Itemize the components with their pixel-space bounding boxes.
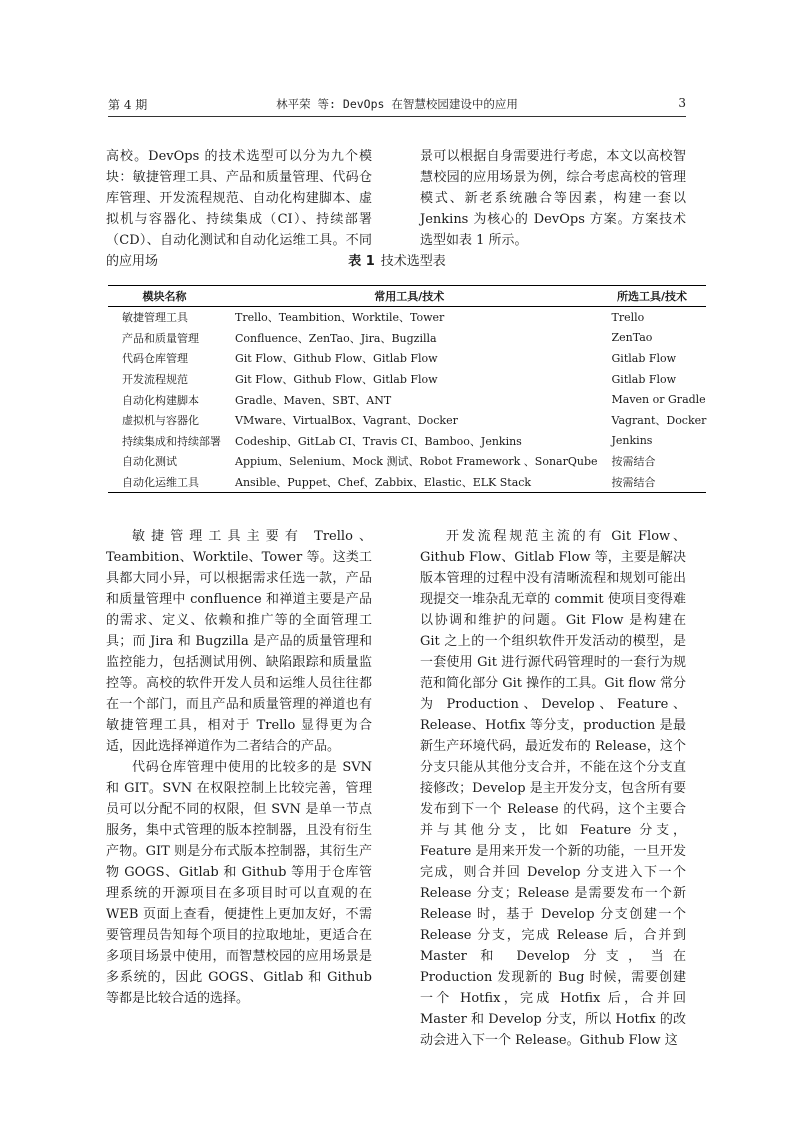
selected-cell: 按需结合 xyxy=(611,455,656,469)
table-row xyxy=(108,451,706,472)
paragraph-agile-tools: 敏捷管理工具主要有 Trello、Teambition、Worktile、Tower 等。这类工具都大同小异，可以根据需求任选一款，产品和质量管理中 confluence 和禅道主要是产品的需求、定义、依赖和推广等的全面管理工具；而 Jira 和 Bugzilla 是产品的质量管理和监控能力，包括测试用例、缺陷跟踪和质量监控等。高校的软件开发人员和运维人员往往都在一个部门，而且产品和质量管理的禅道也有敏捷管理工具，相对于 Trello 显得更为合适，因此选择禅道作为二者结合的产品。 xyxy=(106,529,372,754)
header-module: 模块名称 xyxy=(142,290,187,303)
selected-cell: Vagrant、Docker xyxy=(611,414,707,428)
module-cell: 开发流程规范 xyxy=(122,373,188,387)
header-selected-tools: 所选工具/技术 xyxy=(616,290,687,303)
table-row xyxy=(108,348,706,369)
table-header-row xyxy=(108,286,706,307)
table-row xyxy=(108,431,706,452)
header-common-tools: 常用工具/技术 xyxy=(374,290,445,303)
table-row xyxy=(108,369,706,390)
tools-cell: Confluence、ZenTao、Jira、Bugzilla xyxy=(235,331,437,345)
module-cell: 自动化构建脚本 xyxy=(122,393,199,407)
table-caption xyxy=(108,250,686,269)
running-header xyxy=(108,96,686,114)
issue-number: 第 4 期 xyxy=(108,98,148,112)
module-cell: 自动化测试 xyxy=(122,455,177,469)
intro-right-text: 景可以根据自身需要进行考虑，本文以高校智慧校园的应用场景为例，综合考虑高校的管理模式、新老系统融合等因素，构建一套以 Jenkins 为核心的 DevOps 方案。方案技术选型如表 1 所示。 xyxy=(420,149,686,248)
selected-cell: Trello xyxy=(611,310,645,324)
selected-cell: 按需结合 xyxy=(611,476,656,490)
tech-selection-table xyxy=(108,285,706,493)
tools-cell: Appium、Selenium、Mock 测试、Robot Framework 、SonarQube xyxy=(235,455,598,469)
module-cell: 持续集成和持续部署 xyxy=(122,434,221,448)
tools-cell: Codeship、GitLab CI、Travis CI、Bamboo、Jenkins xyxy=(235,434,522,448)
paragraph-dev-flow: 开发流程规范主流的有 Git Flow、Github Flow、Gitlab Flow 等，主要是解决版本管理的过程中没有清晰流程和规划可能出现提交一堆杂乱无章的 commit 使项目变得难以协调和维护的问题。Git Flow 是构建在 Git 之上的一个组织软件开发活动的模型，是一套使用 Git 进行源代码管理时的一套行为规范和简化部分 Git 操作的工具。Git flow 常分为 Production、Develop、Feature、Release、Hotfix 等分支，production 是最新生产环境代码，最近发布的 Release，这个分支只能从其他分支合并，不能在这个分支直接修改；Develop 是主开发分支，包含所有要发布到下一个 Release 的代码，这个主要合并与其他分支，比如 Feature 分支，Feature 是用来开发一个新的功能，一旦开发完成，则合并回 Develop 分支进入下一个 Release 分支；Release 是需要发布一个新 Release 时，基于 Develop 分支创建一个 Release 分支，完成 Release 后，合并到 Master 和 Develop 分支，当在 Production 发现新的 Bug 时候，需要创建一个 Hotfix，完成 Hotfix 后，合并回 Master 和 Develop 分支，所以 Hotfix 的改动会进入下一个 Release。Github Flow 这 xyxy=(420,529,686,1048)
table-row xyxy=(108,307,706,328)
selected-cell: Gitlab Flow xyxy=(611,372,677,386)
selected-cell: Jenkins xyxy=(611,434,653,448)
body-left-column xyxy=(106,526,372,1009)
tools-cell: Git Flow、Github Flow、Gitlab Flow xyxy=(235,373,438,387)
selected-cell: ZenTao xyxy=(611,331,653,345)
selected-cell: Gitlab Flow xyxy=(611,351,677,365)
tools-cell: Trello、Teambition、Worktile、Tower xyxy=(235,311,445,325)
header-rule xyxy=(108,116,686,117)
table-row xyxy=(108,328,706,349)
tools-cell: Gradle、Maven、SBT、ANT xyxy=(235,393,392,407)
tools-cell: VMware、VirtualBox、Vagrant、Docker xyxy=(235,414,458,428)
table-row xyxy=(108,410,706,431)
selected-cell: Maven or Gradle xyxy=(611,393,706,407)
module-cell: 敏捷管理工具 xyxy=(122,311,188,325)
tools-cell: Ansible、Puppet、Chef、Zabbix、Elastic、ELK Stack xyxy=(235,476,532,490)
module-cell: 产品和质量管理 xyxy=(122,331,199,345)
intro-left-text: 高校。DevOps 的技术选型可以分为九个模块：敏捷管理工具、产品和质量管理、代码仓库管理、开发流程规范、自动化构建脚本、虚拟机与容器化、持续集成（CI）、持续部署（CD）、自动化测试和自动化运维工具。不同的应用场 xyxy=(106,149,372,269)
table-caption-number: 表 1 xyxy=(348,254,375,269)
table-row xyxy=(108,472,706,493)
table-row xyxy=(108,389,706,410)
tools-cell: Git Flow、Github Flow、Gitlab Flow xyxy=(235,352,438,366)
running-title: 林平荣 等: DevOps 在智慧校园建设中的应用 xyxy=(276,97,518,111)
module-cell: 虚拟机与容器化 xyxy=(122,414,199,428)
paragraph-code-repo: 代码仓库管理中使用的比较多的是 SVN 和 GIT。SVN 在权限控制上比较完善，管理员可以分配不同的权限，但 SVN 是单一节点服务，集中式管理的版本控制器，且没有衍生产物。GIT 则是分布式版本控制器，其衍生产物 GOGS、Gitlab 和 Github 等用于仓库管理系统的开源项目在多项目时可以直观的在 WEB 页面上查看，便捷性上更加友好，不需要管理员告知每个项目的拉取地址，更适合在多项目场景中使用，而智慧校园的应用场景是多系统的，因此 GOGS、Gitlab 和 Github 等都是比较合适的选择。 xyxy=(106,760,372,1006)
table-caption-title: 技术选型表 xyxy=(380,254,446,269)
intro-right-column xyxy=(420,146,686,251)
page-number: 3 xyxy=(678,96,686,110)
module-cell: 代码仓库管理 xyxy=(122,352,188,366)
module-cell: 自动化运维工具 xyxy=(122,476,199,490)
body-right-column xyxy=(420,526,686,1051)
